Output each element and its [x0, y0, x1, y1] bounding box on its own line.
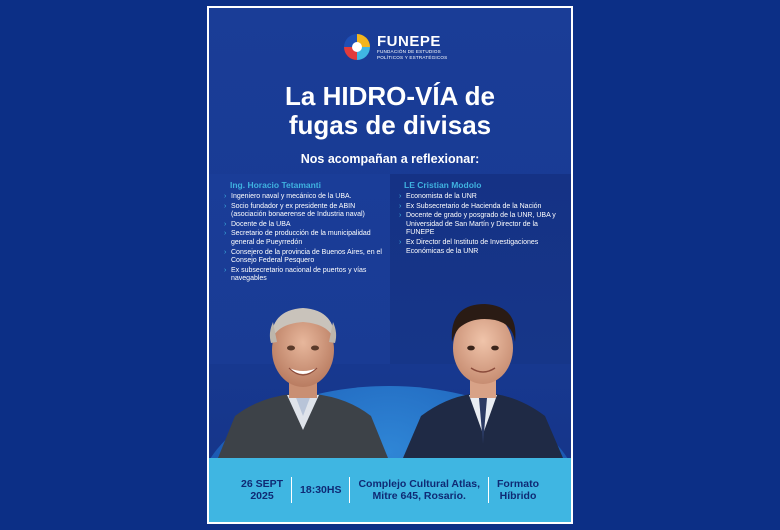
- speaker-2-bullets: [399, 193, 561, 257]
- poster-subtitle: Nos acompañan a reflexionar:: [300, 152, 480, 166]
- list-item: › Ex Subsecretario de Hacienda de la Nación: [399, 202, 542, 210]
- event-poster: [207, 6, 573, 524]
- poster-title-line-1: La HIDRO-VÍA de: [285, 81, 495, 111]
- chevron-right-icon: ›: [224, 266, 227, 274]
- chevron-right-icon: ›: [224, 248, 227, 256]
- speaker-2-photo: [399, 294, 567, 458]
- list-item: › Consejero de la provincia de Buenos Aires, en el Consejo Federal Pesquero: [224, 248, 382, 265]
- event-venue: Complejo Cultural Atlas, Mitre 645, Rosario.: [358, 478, 481, 502]
- speaker-1-bullets: [224, 193, 386, 285]
- speaker-1-name: Ing. Horacio Tetamanti: [230, 180, 321, 190]
- event-date: 26 SEPT 2025: [240, 478, 284, 502]
- chevron-right-icon: ›: [399, 193, 402, 200]
- chevron-right-icon: ›: [399, 238, 402, 246]
- chevron-right-icon: ›: [224, 230, 227, 238]
- funepe-logo: [342, 30, 447, 64]
- list-item: › Economista de la UNR: [399, 193, 477, 200]
- event-format: Formato Híbrido: [497, 478, 540, 502]
- event-details-bar: [209, 458, 571, 522]
- list-item: › Ex Director del Instituto de Investigaciones Económicas de la UNR: [399, 238, 539, 255]
- event-time: 18:30HS: [300, 484, 342, 496]
- poster-title-line-2: fugas de divisas: [288, 110, 492, 140]
- chevron-right-icon: ›: [224, 220, 227, 228]
- chevron-right-icon: ›: [224, 193, 227, 200]
- list-item: › Docente de la UBA: [224, 220, 291, 228]
- list-item: › Socio fundador y ex presidente de ABIN (asociación bonaerense de Industria naval): [224, 202, 365, 219]
- speaker-1-photo: [213, 298, 393, 458]
- list-item: › Secretario de producción de la municipalidad general de Pueyrredón: [224, 230, 371, 246]
- chevron-right-icon: ›: [224, 202, 227, 210]
- chevron-right-icon: ›: [399, 212, 402, 220]
- speaker-2-name: LE Cristian Modolo: [404, 180, 482, 190]
- logo-subtitle-1: FUNDACIÓN DE ESTUDIOS: [377, 49, 441, 54]
- funepe-logo-icon: [342, 32, 372, 62]
- list-item: › Ex subsecretario nacional de puertos y vías navegables: [224, 266, 367, 283]
- list-item: › Docente de grado y posgrado de la UNR, UBA y Universidad de San Martín y Director de la FUNEPE: [399, 212, 556, 237]
- chevron-right-icon: ›: [399, 202, 402, 210]
- list-item: › Ingeniero naval y mecánico de la UBA.: [224, 193, 352, 200]
- logo-subtitle-2: POLÍTICOS Y ESTRATÉGICOS: [377, 54, 448, 60]
- logo-name: FUNEPE: [377, 33, 441, 50]
